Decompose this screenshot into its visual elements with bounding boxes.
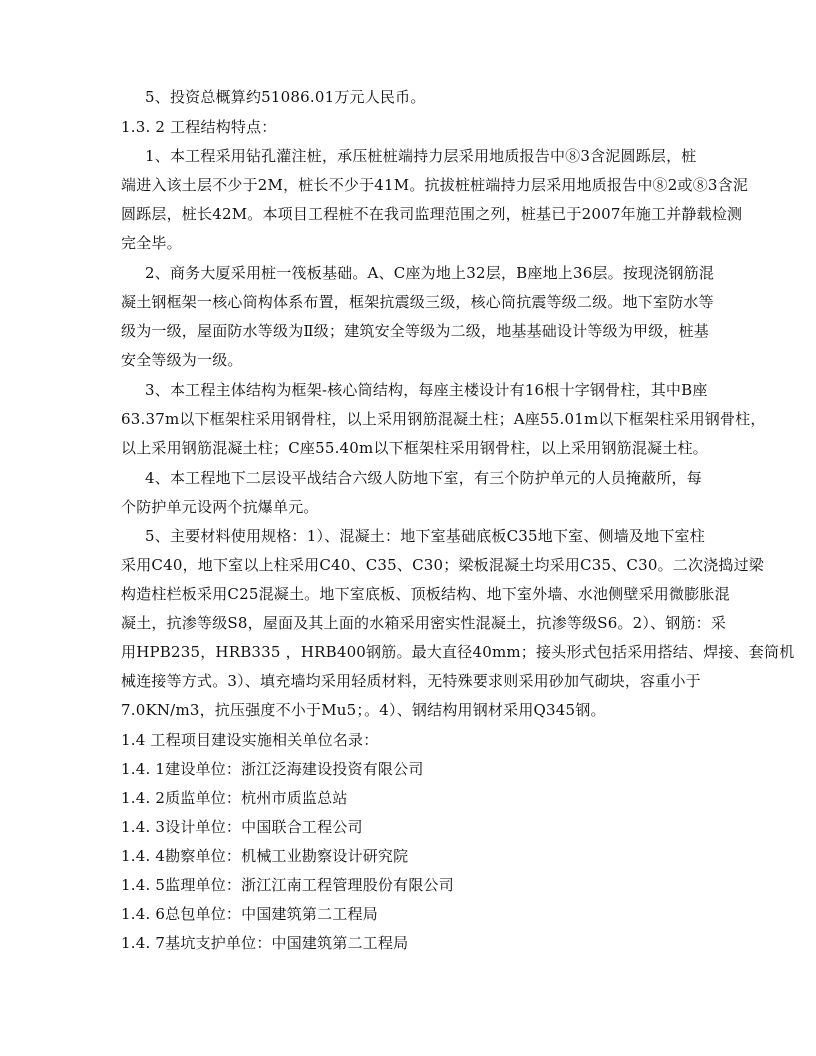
unit-list-item: 1.4. 7基坑支护单位：中国建筑第二工程局 bbox=[121, 934, 409, 952]
paragraph-line: 构造柱栏板采用C25混凝土。地下室底板、顶板结构、地下室外墙、水池侧壁采用微膨胀混 bbox=[121, 585, 730, 603]
unit-list-item: 1.4. 5监理单位：浙江江南工程管理股份有限公司 bbox=[121, 876, 454, 894]
paragraph-line: 凝土钢框架一核心筒构体系布置，框架抗震级三级，核心筒抗震等级二级。地下室防水等 bbox=[121, 293, 714, 311]
paragraph-line: 4、本工程地下二层设平战结合六级人防地下室，有三个防护单元的人员掩蔽所，每 bbox=[145, 469, 702, 487]
paragraph-line: 5、主要材料使用规格：1）、混凝土：地下室基础底板C35地下室、侧墙及地下室柱 bbox=[145, 527, 705, 545]
unit-list-item: 1.4. 6总包单位：中国建筑第二工程局 bbox=[121, 905, 378, 923]
paragraph-line: 63.37m以下框架柱采用钢骨柱，以上采用钢筋混凝土柱；A座55.01m以下框架柱采用钢骨柱， bbox=[121, 410, 766, 428]
investment-line: 5、投资总概算约51086.01万元人民币。 bbox=[145, 88, 426, 106]
section-heading-1-3-2: 1.3. 2 工程结构特点： bbox=[121, 118, 277, 136]
paragraph-line: 个防护单元设两个抗爆单元。 bbox=[121, 498, 319, 516]
paragraph-line: 圆跞层，桩长42M。本项目工程桩不在我司监理范围之列，桩基已于2007年施工并静载检测 bbox=[121, 205, 743, 223]
paragraph-line: 端进入该土层不少于2M，桩长不少于41M。抗拔桩桩端持力层采用地质报告中⑧2或⑧3含泥 bbox=[121, 176, 749, 194]
unit-list-item: 1.4. 4勘察单位：机械工业勘察设计研究院 bbox=[121, 847, 409, 865]
paragraph-line: 以上采用钢筋混凝土柱；C座55.40m以下框架柱采用钢骨柱，以上采用钢筋混凝土柱。 bbox=[121, 439, 708, 457]
paragraph-line: 1、本工程采用钻孔灌注桩，承压桩桩端持力层采用地质报告中⑧3含泥圆跞层，桩 bbox=[145, 147, 697, 165]
paragraph-line: 采用C40，地下室以上柱采用C40、C35、C30；梁板混凝土均采用C35、C30。二次浇捣过梁 bbox=[121, 556, 764, 574]
paragraph-line: 械连接等方式。3）、填充墙均采用轻质材料，无特殊要求则采用砂加气砌块，容重小于 bbox=[121, 672, 701, 690]
paragraph-line: 2、商务大厦采用桩一筏板基础。A、C座为地上32层，B座地上36层。按现浇钢筋混 bbox=[145, 264, 715, 282]
section-heading-1-4: 1.4 工程项目建设实施相关单位名录： bbox=[121, 731, 379, 749]
paragraph-line: 安全等级为一级。 bbox=[121, 351, 243, 369]
unit-list-item: 1.4. 2质监单位：杭州市质监总站 bbox=[121, 789, 348, 807]
unit-list-item: 1.4. 1建设单位：浙江泛海建设投资有限公司 bbox=[121, 760, 424, 778]
paragraph-line: 级为一级，屋面防水等级为Ⅱ级；建筑安全等级为二级，地基基础设计等级为甲级，桩基 bbox=[121, 322, 709, 340]
paragraph-line: 3、本工程主体结构为框架-核心筒结构，每座主楼设计有16根十字钢骨柱，其中B座 bbox=[145, 381, 708, 399]
paragraph-line: 用HPB235，HRB335 ，HRB400钢筋。最大直径40mm；接头形式包括采用搭结、焊接、套筒机 bbox=[121, 643, 795, 661]
paragraph-line: 7.0KN/m3，抗压强度不小于Mu5；。4）、钢结构用钢材采用Q345钢。 bbox=[121, 701, 606, 719]
unit-list-item: 1.4. 3设计单位：中国联合工程公司 bbox=[121, 818, 363, 836]
paragraph-line: 凝土，抗渗等级S8，屋面及其上面的水箱采用密实性混凝土，抗渗等级S6。2）、钢筋：采 bbox=[121, 614, 727, 632]
paragraph-line: 完全毕。 bbox=[121, 234, 182, 252]
